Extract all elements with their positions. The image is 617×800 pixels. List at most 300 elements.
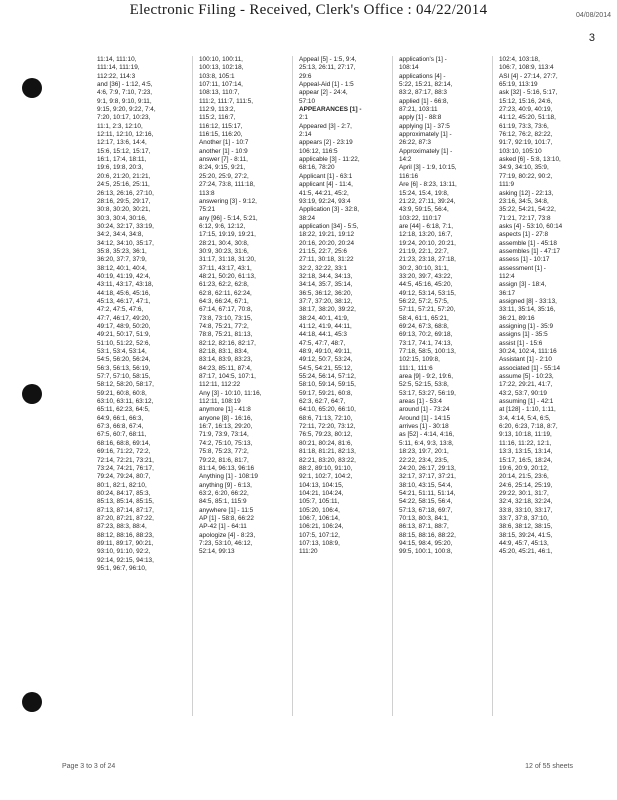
index-entry-line: 49:17, 48:9, 50:20,: [97, 323, 151, 330]
index-entry-line: 33:8, 33:10, 33:17,: [499, 506, 553, 514]
index-entry-line: 87:20, 87:21, 87:22,: [97, 514, 154, 522]
index-entry-line: 88:12, 88:16, 88:23,: [97, 531, 154, 539]
index-entry-line: 44:9, 45:7, 45:13,: [499, 539, 549, 547]
index-entry-line: 24:20, 26:17, 29:13,: [399, 464, 456, 472]
index-entry-line: 106:21, 106:24,: [299, 523, 344, 531]
index-column: [499, 56, 595, 716]
index-entry-line: aspects [1] - 27:8: [499, 231, 549, 239]
index-entry-line: Appeared [3] - 2:7,: [299, 122, 352, 130]
index-entry-line: 107:11, 107:14,: [199, 81, 243, 89]
index-entry-line: 35:22, 54:21, 54:22,: [499, 206, 556, 214]
index-entry-line: arrives [1] - 30:18: [399, 423, 449, 431]
index-entry-line: 94:15, 98:4, 95:20,: [399, 539, 453, 547]
index-entry-line: 93:10, 91:10, 92:2,: [97, 548, 151, 556]
index-entry-line: any [96] - 5:14, 5:21,: [199, 214, 258, 222]
index-entry-line: 19:6, 19:8, 20:3,: [97, 164, 144, 172]
index-entry-line: 38:10, 43:15, 54:4,: [399, 481, 453, 489]
index-entry-line: 32:17, 37:17, 37:21,: [399, 473, 456, 481]
index-entry-line: 20:14, 21:5, 23:6,: [499, 473, 549, 481]
index-entry-line: 58:4, 61:1, 65:21,: [399, 314, 449, 322]
index-entry-line: 91:7, 92:19, 101:7,: [499, 139, 553, 147]
index-entry-line: asks [4] - 53:10, 60:14: [499, 222, 563, 230]
index-entry-line: 57:11, 57:21, 57:20,: [399, 306, 456, 314]
index-entry-line: Applicant [1] - 63:1: [299, 172, 353, 180]
index-entry-line: 37:11, 43:17, 43:1,: [199, 264, 252, 272]
index-entry-line: 108:13, 110:7,: [199, 89, 240, 97]
index-entry-line: 15:12, 15:16, 24:6,: [499, 97, 553, 105]
index-entry-line: 48:9, 49:10, 49:11,: [299, 348, 352, 356]
index-entry-line: 21:15, 22:7, 25:6: [299, 247, 347, 255]
index-entry-line: ASI [4] - 27:14, 27:7,: [499, 72, 558, 80]
index-entry-line: 38:24, 40:1, 41:9,: [299, 314, 349, 322]
index-entry-line: 9:13, 10:18, 11:19,: [499, 431, 552, 439]
index-entry-line: 24:5, 25:16, 25:11,: [97, 181, 150, 189]
index-entry-line: 36:21, 89:16: [499, 314, 535, 322]
index-entry-line: asked [6] - 5:8, 13:10,: [499, 156, 561, 164]
index-entry-line: 2:14: [299, 131, 312, 139]
index-entry-line: 31:17, 31:18, 31:20,: [199, 256, 256, 264]
index-entry-line: 71:9, 73:9, 73:14,: [199, 431, 249, 439]
index-entry-line: areas [1] - 53:4: [399, 398, 442, 406]
index-entry-line: 116:12, 115:17,: [199, 122, 243, 130]
index-entry-line: answering [3] - 9:12,: [199, 197, 257, 205]
index-entry-line: 52:14, 99:13: [199, 548, 235, 556]
index-entry-line: 103:22, 110:17: [399, 214, 442, 222]
index-entry-line: 72:14, 72:21, 73:21,: [97, 456, 154, 464]
index-entry-line: April [3] - 1:9, 10:15,: [399, 164, 457, 172]
index-entry-line: 52:5, 52:15, 53:8,: [399, 381, 449, 389]
index-entry-line: 106:12, 116:5: [299, 147, 338, 155]
index-entry-line: applicable [3] - 11:22,: [299, 156, 360, 164]
index-entry-line: answer [7] - 8:11,: [199, 156, 248, 164]
index-entry-line: at [128] - 1:10, 1:11,: [499, 406, 556, 414]
index-entry-line: 36:20, 37:7, 37:9,: [97, 256, 147, 264]
index-entry-line: 87:17, 104:5, 107:1,: [199, 373, 256, 381]
index-entry-line: 30:8, 30:20, 30:21,: [97, 206, 151, 214]
index-entry-line: 79:22, 81:6, 81:7,: [199, 456, 249, 464]
index-entry-line: anymore [1] - 41:8: [199, 406, 251, 414]
index-entry-line: assessment [1] -: [499, 264, 546, 272]
index-entry-line: are [44] - 6:18, 7:1,: [399, 222, 453, 230]
index-entry-line: 15:24, 15:4, 19:8,: [399, 189, 449, 197]
index-entry-line: 111:14, 111:19,: [97, 64, 140, 72]
index-entry-line: 12:11, 12:10, 12:16,: [97, 131, 154, 139]
index-entry-line: 35:8, 35:23, 36:1,: [97, 247, 147, 255]
index-entry-line: 64:9, 66:1, 66:3,: [97, 414, 144, 422]
index-entry-line: 58:10, 59:14, 59:15,: [299, 381, 356, 389]
index-entry-line: 79:24, 79:24, 80:7,: [97, 473, 151, 481]
index-entry-line: 65:11, 62:23, 64:5,: [97, 406, 150, 414]
index-entry-line: 20:6, 21:20, 21:21,: [97, 172, 151, 180]
index-entry-line: 75:21: [199, 206, 215, 214]
index-entry-line: 48:21, 50:20, 61:13,: [199, 272, 256, 280]
index-column: [97, 56, 193, 716]
index-entry-line: 43:11, 43:17, 43:18,: [97, 281, 154, 289]
index-entry-line: 34:12, 34:10, 35:17,: [97, 239, 154, 247]
index-entry-line: 9:15, 9:20, 9:22, 7:4,: [97, 106, 156, 114]
index-entry-line: assign [3] - 18:4,: [499, 281, 547, 289]
index-entry-line: 68:16, 68:8, 69:14,: [97, 439, 151, 447]
index-entry-line: 33:11, 35:14, 35:16,: [499, 306, 556, 314]
index-entry-line: 24:6, 25:14, 25:19,: [499, 481, 553, 489]
index-entry-line: 56:22, 57:2, 57:5,: [399, 297, 449, 305]
index-entry-line: 69:16, 71:22, 72:2,: [97, 448, 151, 456]
index-entry-line: 92:1, 102:7, 104:2,: [299, 473, 353, 481]
index-entry-line: anywhere [1] - 11:5: [199, 506, 254, 514]
index-entry-line: 45:20, 45:21, 46:1,: [499, 548, 553, 556]
index-entry-line: 7:20, 10:17, 10:23,: [97, 114, 151, 122]
index-entry-line: 44:18, 45:6, 45:16,: [97, 289, 151, 297]
index-entry-line: 54:22, 58:15, 56:4,: [399, 498, 453, 506]
index-entry-line: 75:8, 75:23, 77:2,: [199, 448, 249, 456]
index-entry-line: 14:2: [399, 156, 412, 164]
index-entry-line: assemble [1] - 45:18: [499, 239, 557, 247]
index-entry-line: AP-42 [1] - 64:11: [199, 523, 247, 531]
index-entry-line: 67:3, 66:8, 67:4,: [97, 423, 144, 431]
index-entry-line: 64:3, 66:24, 67:1,: [199, 297, 249, 305]
index-entry-line: around [1] - 73:24: [399, 406, 450, 414]
index-entry-line: associated [1] - 55:14: [499, 364, 561, 372]
index-entry-line: application's [1] -: [399, 56, 447, 63]
index-entry-line: AP [1] - 58:8, 66:22: [199, 514, 254, 522]
index-entry-line: 87:21, 103:11: [399, 106, 438, 114]
index-entry-line: 36:17: [499, 289, 515, 297]
index-entry-line: Any [3] - 10:10, 11:16,: [199, 389, 262, 397]
index-entry-line: 37:7, 37:20, 38:12,: [299, 297, 353, 305]
header-title: Electronic Filing - Received, Clerk's Office : 04/22/2014: [129, 2, 488, 18]
index-entry-line: 34:9, 34:10, 35:9,: [499, 164, 549, 172]
index-entry-line: 22:22, 23:4, 23:5,: [399, 456, 449, 464]
index-entry-line: 33:20, 39:7, 43:22,: [399, 272, 453, 280]
index-entry-line: 59:21, 60:8, 60:8,: [97, 389, 147, 397]
index-entry-line: 69:13, 70:2, 69:18,: [399, 331, 453, 339]
index-entry-line: 11:1, 2:3, 12:10,: [97, 122, 143, 130]
index-entry-line: 77:18, 58:5, 100:13,: [399, 348, 456, 356]
index-entry-line: 18:22, 19:21, 19:12: [299, 231, 355, 239]
index-entry-line: 47:2, 47:5, 47:6,: [97, 306, 144, 314]
index-entry-line: 8:24, 9:15, 9:21,: [199, 164, 246, 172]
index-entry-line: 105:20, 106:4,: [299, 506, 340, 514]
index-entry-line: 44:5, 45:16, 45:20,: [399, 281, 453, 289]
index-entry-line: 92:14, 92:15, 94:13,: [97, 556, 154, 564]
index-entry-line: 19:24, 20:10, 20:21,: [399, 239, 456, 247]
index-entry-line: 5:11, 6:4, 9:3, 13:8,: [399, 439, 454, 447]
index-grid: [97, 56, 595, 716]
index-entry-line: 6:20, 6:23, 7:18, 8:7,: [499, 423, 558, 431]
index-entry-line: 43:9, 59:15, 56:4,: [399, 206, 449, 214]
index-entry-line: Approximately [1] -: [399, 147, 453, 155]
index-entry-line: 26:22, 87:3: [399, 139, 431, 147]
index-entry-line: 62:8, 62:11, 62:24,: [199, 289, 252, 297]
index-entry-line: 12:18, 13:20, 16:7,: [399, 231, 453, 239]
index-entry-line: 19:6, 20:9, 20:12,: [499, 464, 549, 472]
index-entry-line: 15:6, 15:12, 15:17,: [97, 147, 151, 155]
index-entry-line: 87:23, 88:3, 88:4,: [97, 523, 147, 531]
index-entry-line: 17:15, 19:19, 19:21,: [199, 231, 256, 239]
index-entry-line: 54:5, 54:21, 55:12,: [299, 364, 353, 372]
index-entry-line: applicant [4] - 11:4,: [299, 181, 353, 189]
index-entry-line: 26:13, 26:16, 27:10,: [97, 189, 154, 197]
index-entry-line: 5:22, 15:21, 82:14,: [399, 81, 453, 89]
index-entry-line: 47:5, 47:7, 48:7,: [299, 339, 346, 347]
index-entry-line: 67:5, 60:7, 68:11,: [97, 431, 147, 439]
index-entry-line: 16:1, 17:4, 18:11,: [97, 156, 147, 164]
index-entry-line: 84:23, 85:11, 87:4,: [199, 364, 252, 372]
index-entry-line: 83:2, 87:17, 88:3: [399, 89, 447, 97]
index-entry-line: 111:20: [299, 548, 318, 556]
index-entry-line: 102:4, 103:18,: [499, 56, 540, 63]
index-entry-line: apply [1] - 88:8: [399, 114, 442, 122]
footer-page-range: Page 3 to 3 of 24: [62, 763, 116, 770]
index-entry-line: 41:12, 41:9, 44:11,: [299, 323, 352, 330]
index-entry-line: 34:14, 35:7, 35:14,: [299, 281, 353, 289]
index-entry-line: 3:4, 4:14, 5:4, 6:5,: [499, 414, 551, 422]
index-entry-line: 63:10, 63:11, 63:12,: [97, 398, 154, 406]
index-entry-line: 30:24, 32:17, 33:19,: [97, 222, 154, 230]
index-entry-line: 4:6, 7:9, 7:10, 7:23,: [97, 89, 153, 97]
index-entry-line: assigning [1] - 35:9: [499, 323, 553, 330]
index-entry-line: 2:1: [299, 114, 308, 122]
index-entry-line: APPEARANCES [1] -: [299, 106, 362, 114]
index-entry-line: 30:24, 102:4, 111:16: [499, 348, 557, 356]
index-entry-line: 88:15, 88:16, 88:22,: [399, 531, 456, 539]
index-entry-line: 58:12, 58:20, 58:17,: [97, 381, 154, 389]
index-entry-line: 61:23, 62:2, 62:8,: [199, 281, 249, 289]
index-entry-line: 33:7, 37:8, 37:10,: [499, 514, 549, 522]
index-entry-line: 67:14, 67:17, 70:8,: [199, 306, 253, 314]
index-entry-line: 80:21, 80:24, 81:6,: [299, 439, 353, 447]
index-entry-line: 38:15, 39:24, 41:5,: [499, 531, 553, 539]
index-entry-line: 25:13, 26:11, 27:17,: [299, 64, 356, 72]
index-entry-line: 84:5, 85:1, 115:9: [199, 498, 247, 506]
index-entry-line: 54:5, 56:20, 56:24,: [97, 356, 151, 364]
index-entry-line: Are [6] - 8:23, 13:11,: [399, 181, 457, 189]
index-entry-line: 99:5, 100:1, 100:8,: [399, 548, 453, 556]
index-entry-line: Appeal-Aid [1] - 1:5: [299, 81, 354, 89]
index-entry-line: assigned [8] - 33:13,: [499, 297, 557, 305]
index-entry-line: 86:13, 87:1, 88:7,: [399, 523, 449, 531]
index-entry-line: 56:3, 56:13, 56:19,: [97, 364, 151, 372]
index-entry-line: 112:22, 114:3: [97, 72, 136, 80]
index-entry-line: anyone [8] - 16:16,: [199, 414, 253, 422]
index-entry-line: 23:16, 34:5, 34:8,: [499, 197, 549, 205]
index-entry-line: 116:16: [399, 172, 419, 180]
index-entry-line: 102:15, 109:8,: [399, 356, 440, 364]
index-entry-line: 30:2, 30:10, 31:1,: [399, 264, 449, 272]
index-entry-line: Around [1] - 14:15: [399, 414, 451, 422]
index-entry-line: 112:9, 113:2,: [199, 106, 236, 114]
index-entry-line: area [9] - 9:2, 19:6,: [399, 373, 453, 381]
index-entry-line: 95:1, 96:7, 96:10,: [97, 564, 147, 572]
index-entry-line: 20:16, 20:20, 20:24: [299, 239, 355, 247]
index-entry-line: 76:12, 76:2, 82:22,: [499, 131, 553, 139]
index-entry-line: 49:12, 53:14, 53:15,: [399, 289, 456, 297]
index-entry-line: Assistant [1] - 2:10: [499, 356, 552, 364]
index-entry-line: 103:10, 105:10: [499, 147, 542, 155]
header-date: 04/08/2014: [575, 12, 611, 19]
index-entry-line: 80:24, 84:17, 85:3,: [97, 489, 151, 497]
index-entry-line: 115:2, 116:7,: [199, 114, 236, 122]
index-entry-line: 38:24: [299, 214, 315, 222]
index-entry-line: 45:13, 46:17, 47:1,: [97, 297, 151, 305]
index-entry-line: 47:7, 46:17, 49:20,: [97, 314, 151, 322]
index-entry-line: apologize [4] - 8:23,: [199, 531, 256, 539]
index-entry-line: assess [1] - 10:17: [499, 256, 550, 264]
index-entry-line: 107:13, 108:9,: [299, 539, 340, 547]
index-entry-line: 104:21, 104:24,: [299, 489, 344, 497]
index-entry-line: 12:17, 13:6, 14:4,: [97, 139, 147, 147]
index-entry-line: 113:8: [199, 189, 215, 197]
footer-sheet-count: 12 of 55 sheets: [525, 763, 573, 770]
index-entry-line: appears [2] - 23:19: [299, 139, 353, 147]
index-entry-line: another [1] - 10:9: [199, 147, 248, 155]
punch-hole: [22, 692, 42, 712]
index-entry-line: 63:2, 6:20, 66:22,: [199, 489, 249, 497]
index-entry-line: 34:2, 34:4, 34:8,: [97, 231, 144, 239]
index-entry-line: 112:11, 108:19: [199, 398, 241, 406]
index-entry-line: assembles [1] - 47:17: [499, 247, 561, 255]
index-entry-line: 32:4, 32:18, 32:24,: [499, 498, 553, 506]
index-entry-line: 43:2, 53:7, 90:19: [499, 389, 547, 397]
index-entry-line: 72:11, 72:20, 73:12,: [299, 423, 356, 431]
index-entry-line: 27:24, 73:8, 111:18,: [199, 181, 255, 189]
index-entry-line: 51:10, 51:22, 52:6,: [97, 339, 151, 347]
index-entry-line: ask [32] - 5:16, 5:17,: [499, 89, 558, 97]
index-entry-line: 53:17, 53:27, 56:19,: [399, 389, 456, 397]
index-entry-line: 54:21, 51:11, 51:14,: [399, 489, 456, 497]
index-entry-line: 28:16, 29:5, 29:17,: [97, 197, 151, 205]
index-entry-line: 59:17, 59:21, 60:8,: [299, 389, 353, 397]
index-entry-line: assist [1] - 15:6: [499, 339, 543, 347]
page-number: 3: [588, 32, 595, 44]
index-entry-line: asking [12] - 22:13,: [499, 189, 554, 197]
index-entry-line: 29:22, 30:1, 31:7,: [499, 489, 549, 497]
index-entry-line: 32:18, 34:4, 34:13,: [299, 272, 353, 280]
index-entry-line: application [34] - 5:5,: [299, 222, 359, 230]
index-entry-line: 53:1, 53:4, 53:14,: [97, 348, 147, 356]
index-entry-line: 41:5, 44:21, 45:2,: [299, 189, 349, 197]
index-entry-line: 81:18, 81:21, 82:13,: [299, 448, 356, 456]
index-entry-line: 49:12, 50:7, 53:24,: [299, 356, 353, 364]
index-entry-line: 11:16, 11:22, 12:1,: [499, 439, 552, 447]
index-entry-line: Appeal [5] - 1:5, 9:4,: [299, 56, 357, 63]
index-entry-line: 81:14, 96:13, 96:16: [199, 464, 255, 472]
index-entry-line: assuming [1] - 42:1: [499, 398, 554, 406]
index-entry-line: assigns [1] - 35:5: [499, 331, 548, 339]
index-entry-line: 103:8, 105:1: [199, 72, 235, 80]
index-entry-line: 15:17, 16:5, 18:24,: [499, 456, 553, 464]
index-entry-line: 11:14, 111:10,: [97, 56, 137, 63]
index-entry-line: 68:16, 78:20: [299, 164, 335, 172]
index-entry-line: 71:21, 72:17, 73:8: [499, 214, 551, 222]
index-column: [399, 56, 493, 716]
index-entry-line: 85:13, 85:14, 85:15,: [97, 498, 154, 506]
index-entry-line: 111:1, 111:6: [399, 364, 433, 372]
index-entry-line: 74:2, 75:10, 75:13,: [199, 439, 253, 447]
index-entry-line: 73:8, 73:10, 73:15,: [199, 314, 253, 322]
index-entry-line: 80:1, 82:1, 82:10,: [97, 481, 147, 489]
index-entry-line: 36:5, 36:12, 36:20,: [299, 289, 353, 297]
index-entry-line: 57:7, 57:10, 58:15,: [97, 373, 151, 381]
index-entry-line: 104:13, 104:15,: [299, 481, 344, 489]
index-entry-line: 83:14, 83:9, 83:23,: [199, 356, 253, 364]
index-entry-line: 70:13, 80:3, 84:1,: [399, 514, 449, 522]
index-entry-line: 25:20, 25:9, 27:2,: [199, 172, 249, 180]
index-entry-line: 111:9: [499, 181, 515, 189]
index-entry-line: 100:13, 102:18,: [199, 64, 244, 72]
index-entry-line: 38:17, 38:20, 39:22,: [299, 306, 356, 314]
index-entry-line: 112:4: [499, 272, 515, 280]
index-entry-line: 57:13, 67:18, 69:7,: [399, 506, 453, 514]
index-entry-line: 87:13, 87:14, 87:17,: [97, 506, 154, 514]
index-entry-line: applying [1] - 37:5: [399, 122, 450, 130]
index-entry-line: 106:7, 106:14,: [299, 514, 340, 522]
punch-hole: [22, 384, 42, 404]
index-entry-line: 17:22, 29:21, 41:7,: [499, 381, 553, 389]
index-entry-line: Anything [1] - 108:19: [199, 473, 258, 481]
index-entry-line: 7:23, 53:10, 46:12,: [199, 539, 253, 547]
index-entry-line: assume [5] - 10:23,: [499, 373, 554, 381]
index-entry-line: 88:2, 89:10, 91:10,: [299, 464, 353, 472]
index-entry-line: 78:8, 75:21, 81:13,: [199, 331, 253, 339]
index-entry-line: anything [9] - 6:13,: [199, 481, 252, 489]
index-entry-line: 93:19, 92:24, 93:4: [299, 197, 351, 205]
index-entry-line: 18:23, 19:7, 20:1,: [399, 448, 449, 456]
index-entry-line: applied [1] - 66:8,: [399, 97, 449, 105]
index-entry-line: 9:1, 9:8, 9:10, 9:11,: [97, 97, 152, 105]
index-column: [199, 56, 293, 716]
index-entry-line: Application [3] - 32:8,: [299, 206, 360, 214]
index-entry-line: 107:5, 107:12,: [299, 531, 340, 539]
index-entry-line: 27:11, 30:18, 31:22: [299, 256, 354, 264]
index-entry-line: as [52] - 4:14, 4:16,: [399, 431, 455, 439]
index-entry-line: 100:10, 100:11,: [199, 56, 243, 63]
index-entry-line: 40:19, 41:19, 42:4,: [97, 272, 151, 280]
index-entry-line: 28:21, 30:4, 30:8,: [199, 239, 249, 247]
index-entry-line: 89:11, 89:17, 90:21,: [97, 539, 154, 547]
index-entry-line: 30:3, 30:4, 30:16,: [97, 214, 147, 222]
index-entry-line: and [36] - 1:12, 4:5,: [97, 81, 153, 89]
index-entry-line: 21:19, 22:1, 22:7,: [399, 247, 449, 255]
index-entry-line: 68:6, 71:13, 72:10,: [299, 414, 353, 422]
index-entry-line: 27:23, 40:9, 40:19,: [499, 106, 553, 114]
index-entry-line: 49:21, 50:17, 51:9,: [97, 331, 151, 339]
index-entry-line: 69:24, 67:3, 68:8,: [399, 323, 449, 330]
index-entry-line: 21:22, 27:11, 39:24,: [399, 197, 456, 205]
index-entry-line: 73:17, 74:1, 74:13,: [399, 339, 453, 347]
index-entry-line: 106:7, 108:9, 113:4: [499, 64, 554, 72]
index-entry-line: 21:23, 23:18, 27:18,: [399, 256, 456, 264]
punch-hole: [22, 78, 42, 98]
index-entry-line: 82:21, 83:20, 83:22,: [299, 456, 356, 464]
index-entry-line: 108:14: [399, 64, 419, 72]
index-entry-line: 82:18, 83:1, 83:4,: [199, 348, 249, 356]
index-entry-line: 55:24, 56:14, 57:12,: [299, 373, 356, 381]
index-entry-line: approximately [1] -: [399, 131, 452, 139]
index-entry-line: 6:12, 9:6, 12:12,: [199, 222, 246, 230]
index-entry-line: applications [4] -: [399, 72, 446, 80]
index-entry-line: 74:8, 75:21, 77:2,: [199, 323, 249, 330]
index-entry-line: 112:11, 112:22: [199, 381, 241, 389]
index-column: [299, 56, 393, 716]
index-entry-line: 41:12, 45:20, 51:18,: [499, 114, 556, 122]
index-entry-line: appear [2] - 24:4,: [299, 89, 348, 97]
index-entry-line: 73:24, 74:21, 76:17,: [97, 464, 154, 472]
index-entry-line: 77:19, 80:22, 90:2,: [499, 172, 553, 180]
index-entry-line: 32:2, 32:22, 33:1: [299, 264, 347, 272]
index-entry-line: 65:19, 113:19: [499, 81, 538, 89]
index-entry-line: 38:12, 40:1, 40:4,: [97, 264, 147, 272]
